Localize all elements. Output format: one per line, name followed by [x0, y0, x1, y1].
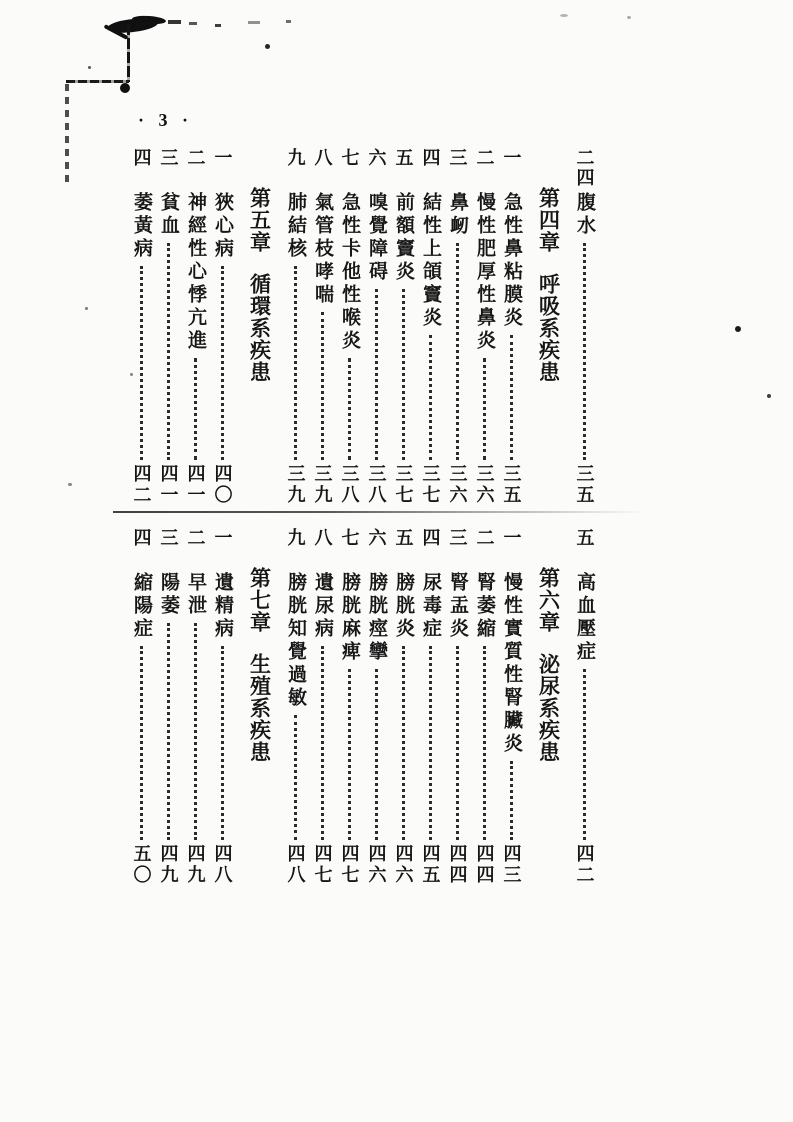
entry-title: 狹心病: [212, 192, 233, 261]
chapter-label: 第四章: [536, 187, 561, 253]
toc-entry: [363, 528, 390, 886]
entry-page-number: 三五: [574, 464, 595, 506]
entry-title: 高血壓症: [574, 572, 595, 664]
entry-title: 氣管枝哮喘: [312, 192, 333, 307]
dotted-leader: [167, 623, 170, 840]
entry-page-number: 四三: [501, 844, 522, 886]
toc-entry: [282, 148, 309, 506]
chapter-subject: 泌尿系疾患: [536, 653, 561, 763]
toc-entry: [309, 148, 336, 506]
dotted-leader: [140, 266, 143, 460]
dotted-leader: [510, 761, 513, 840]
toc-section-top: [128, 148, 598, 506]
toc-entry: [182, 148, 209, 506]
scan-speck: [767, 394, 771, 398]
scan-mark: [215, 24, 221, 27]
dotted-leader: [483, 358, 486, 460]
entry-number: 八: [312, 528, 333, 548]
toc-entry: [498, 148, 525, 506]
entry-page-number: 四五: [420, 844, 441, 886]
entry-page-number: 四七: [339, 844, 360, 886]
entry-title: 遺精病: [212, 572, 233, 641]
entry-number: 三: [158, 148, 179, 168]
scan-mark: [248, 21, 260, 24]
scan-dot: [120, 83, 130, 93]
entry-number: 一: [501, 148, 522, 168]
entry-number: 九: [285, 528, 306, 548]
dotted-leader: [583, 243, 586, 460]
toc-entry: [209, 148, 236, 506]
toc-entry: [471, 148, 498, 506]
entry-title: 慢性肥厚性鼻炎: [474, 192, 495, 353]
entry-title: 腎盂炎: [447, 572, 468, 641]
toc-entry: [390, 148, 417, 506]
toc-entry: [309, 528, 336, 886]
chapter-heading: [242, 148, 276, 506]
entry-number: 五: [393, 148, 414, 168]
entry-title: 慢性實質性腎臟炎: [501, 572, 522, 756]
entry-page-number: 四九: [185, 844, 206, 886]
entry-page-number: 四八: [212, 844, 233, 886]
entry-page-number: 四四: [447, 844, 468, 886]
entry-number: 二: [474, 148, 495, 168]
dotted-leader: [294, 715, 297, 840]
folio-page-number: · 3 ·: [138, 110, 194, 130]
toc-entry: [209, 528, 236, 886]
dotted-leader: [483, 646, 486, 840]
entry-title: 肺結核: [285, 192, 306, 261]
dotted-leader: [375, 289, 378, 460]
entry-page-number: 五〇: [131, 844, 152, 886]
entry-number: 二: [185, 148, 206, 168]
entry-title: 膀胱痙攣: [366, 572, 387, 664]
dotted-leader: [402, 289, 405, 460]
scan-speck: [68, 483, 72, 486]
chapter-subject: 生殖系疾患: [247, 653, 272, 763]
entry-number: 三: [158, 528, 179, 548]
toc-entry: [363, 148, 390, 506]
toc-entry: [571, 148, 598, 506]
dotted-leader: [402, 646, 405, 840]
toc-entry: [571, 528, 598, 886]
dotted-leader: [294, 266, 297, 460]
dotted-leader: [456, 243, 459, 460]
entry-number: 三: [447, 528, 468, 548]
dotted-leader: [583, 669, 586, 840]
dotted-leader: [375, 669, 378, 840]
entry-title: 萎黃病: [131, 192, 152, 261]
entry-title: 膀胱知覺過敏: [285, 572, 306, 710]
dotted-leader: [348, 358, 351, 460]
entry-title: 貧血: [158, 192, 179, 238]
page-edge-line: [127, 24, 130, 82]
chapter-label: 第七章: [247, 567, 272, 633]
entry-title: 鼻衂: [447, 192, 468, 238]
dotted-leader: [510, 335, 513, 460]
entry-page-number: 四六: [393, 844, 414, 886]
toc-entry: [336, 148, 363, 506]
entry-title: 嗅覺障碍: [366, 192, 387, 284]
entry-number: 六: [366, 148, 387, 168]
entry-page-number: 四七: [312, 844, 333, 886]
entry-number: 六: [366, 528, 387, 548]
dotted-leader: [348, 669, 351, 840]
toc-entry: [155, 148, 182, 506]
entry-number: 二四: [574, 148, 595, 188]
chapter-heading: [242, 528, 276, 886]
entry-page-number: 三六: [474, 464, 495, 506]
entry-title: 前額竇炎: [393, 192, 414, 284]
scan-speck: [88, 66, 91, 69]
chapter-subject: 循環系疾患: [247, 273, 272, 383]
toc-entry: [417, 528, 444, 886]
chapter-heading: [531, 528, 565, 886]
dotted-leader: [321, 646, 324, 840]
dotted-leader: [429, 646, 432, 840]
scan-speck: [560, 14, 568, 17]
entry-number: 一: [501, 528, 522, 548]
chapter-heading: [531, 148, 565, 506]
entry-page-number: 三八: [366, 464, 387, 506]
entry-page-number: 四二: [131, 464, 152, 506]
entry-number: 五: [574, 528, 595, 548]
dotted-leader: [167, 243, 170, 460]
chapter-label: 第六章: [536, 567, 561, 633]
entry-number: 四: [131, 528, 152, 548]
toc-entry: [444, 528, 471, 886]
scan-speck: [265, 44, 270, 49]
entry-number: 四: [420, 148, 441, 168]
entry-page-number: 三五: [501, 464, 522, 506]
entry-title: 早泄: [185, 572, 206, 618]
dotted-leader: [456, 646, 459, 840]
entry-number: 三: [447, 148, 468, 168]
dotted-leader: [194, 358, 197, 460]
section-divider-line: [113, 511, 646, 513]
entry-page-number: 四九: [158, 844, 179, 886]
dotted-leader: [221, 646, 224, 840]
entry-number: 二: [185, 528, 206, 548]
entry-number: 一: [212, 148, 233, 168]
scan-speck: [735, 326, 741, 332]
toc-entry: [128, 528, 155, 886]
entry-number: 五: [393, 528, 414, 548]
toc-entry: [444, 148, 471, 506]
entry-page-number: 四四: [474, 844, 495, 886]
dotted-leader: [429, 335, 432, 460]
entry-title: 尿毒症: [420, 572, 441, 641]
entry-page-number: 三七: [393, 464, 414, 506]
entry-title: 遺尿病: [312, 572, 333, 641]
chapter-label: 第五章: [247, 187, 272, 253]
dotted-leader: [194, 623, 197, 840]
entry-title: 神經性心悸亢進: [185, 192, 206, 353]
toc-section-bottom: [128, 528, 598, 886]
entry-page-number: 三七: [420, 464, 441, 506]
toc-entry: [498, 528, 525, 886]
page-edge-line: [65, 84, 69, 186]
chapter-subject: 呼吸系疾患: [536, 273, 561, 383]
entry-number: 四: [420, 528, 441, 548]
toc-entry: [155, 528, 182, 886]
dotted-leader: [321, 312, 324, 460]
scan-mark: [189, 22, 197, 25]
entry-number: 八: [312, 148, 333, 168]
entry-title: 急性卡他性喉炎: [339, 192, 360, 353]
toc-entry: [182, 528, 209, 886]
entry-title: 腎萎縮: [474, 572, 495, 641]
entry-title: 急性鼻粘膜炎: [501, 192, 522, 330]
toc-entry: [282, 528, 309, 886]
entry-number: 七: [339, 148, 360, 168]
toc-entry: [471, 528, 498, 886]
entry-page-number: 四一: [185, 464, 206, 506]
dotted-leader: [221, 266, 224, 460]
entry-number: 九: [285, 148, 306, 168]
entry-page-number: 四一: [158, 464, 179, 506]
page-edge-line: [66, 80, 129, 83]
scan-speck: [85, 307, 88, 310]
toc-entry: [390, 528, 417, 886]
entry-page-number: 三八: [339, 464, 360, 506]
entry-page-number: 三九: [312, 464, 333, 506]
entry-page-number: 四二: [574, 844, 595, 886]
entry-title: 膀胱炎: [393, 572, 414, 641]
scan-speck: [627, 16, 631, 19]
entry-page-number: 三九: [285, 464, 306, 506]
entry-title: 腹水: [574, 192, 595, 238]
dotted-leader: [140, 646, 143, 840]
entry-page-number: 四六: [366, 844, 387, 886]
entry-number: 七: [339, 528, 360, 548]
entry-page-number: 四〇: [212, 464, 233, 506]
scan-mark: [286, 20, 291, 23]
entry-title: 膀胱麻痺: [339, 572, 360, 664]
entry-page-number: 三六: [447, 464, 468, 506]
entry-title: 縮陽症: [131, 572, 152, 641]
entry-title: 陽萎: [158, 572, 179, 618]
entry-number: 四: [131, 148, 152, 168]
toc-entry: [128, 148, 155, 506]
toc-entry: [417, 148, 444, 506]
scan-mark: [168, 20, 181, 24]
entry-title: 結性上頜竇炎: [420, 192, 441, 330]
entry-number: 二: [474, 528, 495, 548]
entry-number: 一: [212, 528, 233, 548]
toc-entry: [336, 528, 363, 886]
entry-page-number: 四八: [285, 844, 306, 886]
